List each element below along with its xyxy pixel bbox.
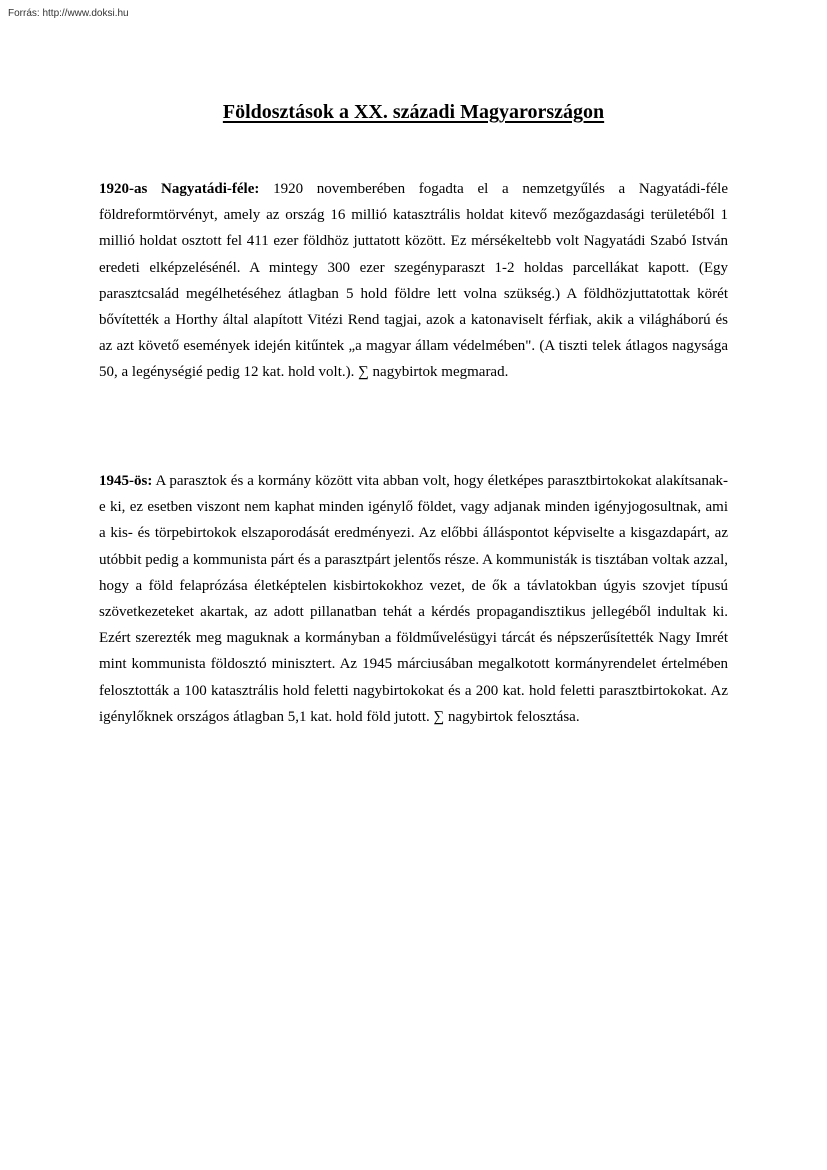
page-title: Földosztások a XX. századi Magyarországon — [222, 101, 605, 123]
source-url-line: Forrás: http://www.doksi.hu — [8, 8, 129, 19]
paragraph-1920-land-reform — [99, 176, 728, 386]
paragraph-1945-lead: 1945-ös: — [99, 473, 153, 489]
paragraph-1945-land-reform — [99, 468, 728, 730]
paragraph-1920-body: 1920 novemberében fogadta el a nemzetgyűlés a Nagyatádi-féle földreformtörvényt, amely az ország 16 millió katasztrális holdat kitevő mezőgazdasági területéből 1 millió holdat osztott fel 411 ezer földhöz juttatott között. Ez mérsékeltebb volt Nagyatádi Szabó István eredeti elképzelésénél. A mintegy 300 ezer szegényparaszt 1-2 holdas parcellákat kapott. (Egy parasztcsalád megélhetéséhez átlagban 5 hold földre lett volna szükség.) A földhözjuttatottak körét bővítették a Horthy által alapított Vitézi Rend tagjai, azok a katonaviselt férfiak, akik a világháború és az azt követő események idején kitűntek „a magyar állam védelmében". (A tiszti telek átlagos nagysága 50, a legénységié pedig 12 kat. hold volt.). ∑ nagybirtok megmarad. — [99, 181, 729, 381]
paragraph-1920-lead: 1920-as Nagyatádi-féle: — [99, 181, 260, 197]
paragraph-1945-body: A parasztok és a kormány között vita abban volt, hogy életképes parasztbirtokokat alakítsanak-e ki, ez esetben viszont nem kaphat minden igénylő földet, vagy adjanak minden igényjogosultnak, ami a kis- és törpebirtokok elszaporodását eredményezi. Az előbbi álláspontot képviselte a kisgazdapárt, az utóbbit pedig a kommunista párt és a parasztpárt jelentős része. A kommunisták is tisztában voltak azzal, hogy a föld felaprózása életképtelen kisbirtokokhoz vezet, de ők a távlatokban úgyis szovjet típusú szövetkezeteket akartak, az adott pillanatban tehát a kérdés propagandisztikus jellegéből indultak ki. Ezért szerezték meg maguknak a kormányban a földművelésügyi tárcát és népszerűsítették Nagy Imrét mint kommunista földosztó minisztert. Az 1945 márciusában megalkotott kormányrendelet értelmében felosztották a 100 katasztrális hold feletti nagybirtokokat és a 200 kat. hold feletti parasztbirtokokat. Az igénylőknek országos átlagban 5,1 kat. hold föld jutott. ∑ nagybirtok felosztása. — [99, 473, 728, 725]
